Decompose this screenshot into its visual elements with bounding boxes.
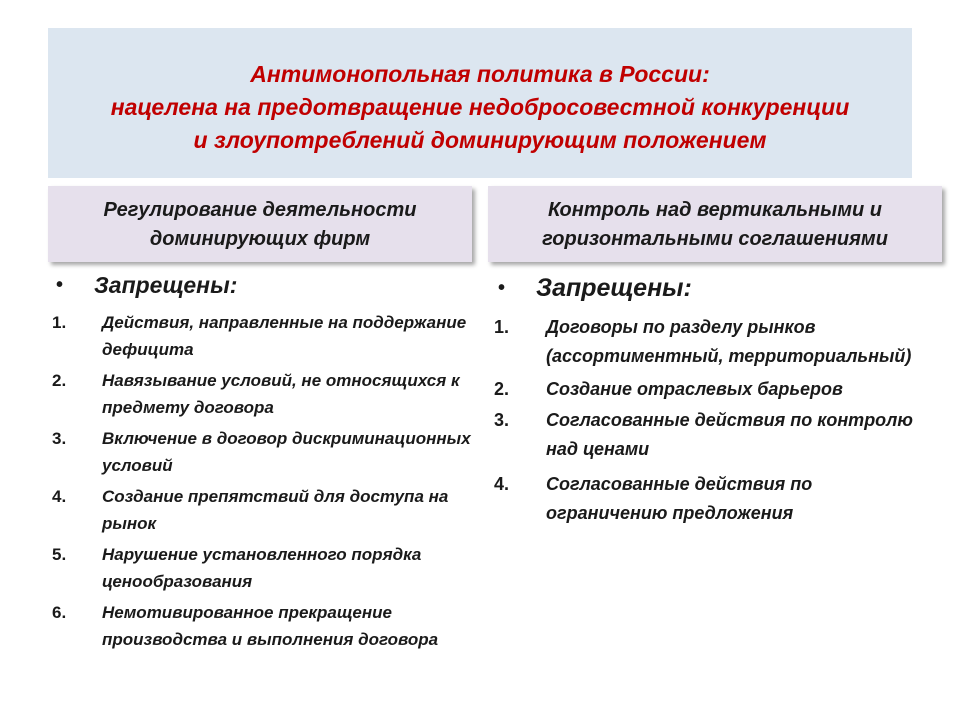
item-text: Создание отраслевых барьеров	[546, 379, 843, 399]
right-bullet-label: Запрещены:	[536, 274, 692, 302]
item-number: 2.	[494, 379, 510, 399]
item-text: Действия, направленные на поддержание дефицита	[102, 313, 467, 359]
left-bullet-label: Запрещены:	[94, 272, 238, 298]
list-item	[494, 406, 934, 464]
right-column-header	[488, 186, 942, 262]
list-item	[52, 425, 472, 479]
item-number: 1.	[494, 317, 510, 337]
bullet-icon: •	[56, 274, 64, 296]
list-item	[52, 541, 472, 595]
item-number: 2.	[52, 371, 67, 390]
left-header-line-1: Регулирование деятельности	[103, 199, 417, 221]
list-item	[494, 313, 934, 371]
title-line-1: Антимонопольная политика в России:	[250, 61, 710, 87]
item-text: Навязывание условий, не относящихся к предмету договора	[102, 371, 460, 417]
item-number: 6.	[52, 603, 67, 622]
list-item	[52, 367, 472, 421]
item-number: 3.	[494, 410, 510, 430]
item-text: Согласованные действия по контролю над ценами	[546, 410, 913, 459]
item-text: Согласованные действия по ограничению предложения	[546, 474, 813, 523]
item-text: Договоры по разделу рынков (ассортиментный, территориальный)	[546, 317, 912, 366]
item-text: Немотивированное прекращение производства и выполнения договора	[102, 603, 439, 649]
left-bullet-row	[52, 272, 472, 299]
right-bullet-row	[494, 274, 934, 303]
list-item	[494, 470, 934, 528]
item-number: 5.	[52, 545, 67, 564]
right-column	[494, 274, 934, 528]
list-item	[494, 375, 934, 404]
left-column	[52, 272, 472, 657]
title-box	[48, 28, 912, 178]
list-item	[52, 309, 472, 363]
right-header-line-2: горизонтальными соглашениями	[542, 228, 888, 250]
item-number: 4.	[52, 487, 67, 506]
title-line-3: и злоупотреблений доминирующим положением	[193, 127, 767, 153]
item-text: Нарушение установленного порядка ценообразования	[102, 545, 422, 591]
list-item	[52, 599, 472, 653]
item-number: 4.	[494, 474, 510, 494]
left-prohibited-list	[52, 309, 472, 653]
item-number: 1.	[52, 313, 67, 332]
bullet-icon: •	[498, 277, 506, 299]
item-number: 3.	[52, 429, 67, 448]
item-text: Включение в договор дискриминационных условий	[102, 429, 471, 475]
left-column-header	[48, 186, 472, 262]
left-header-line-2: доминирующих фирм	[149, 228, 371, 250]
right-header-line-1: Контроль над вертикальными и	[548, 199, 882, 221]
right-prohibited-list	[494, 313, 934, 528]
item-text: Создание препятствий для доступа на рынок	[102, 487, 449, 533]
title-line-2: нацелена на предотвращение недобросовестной конкуренции	[110, 94, 850, 120]
list-item	[52, 483, 472, 537]
